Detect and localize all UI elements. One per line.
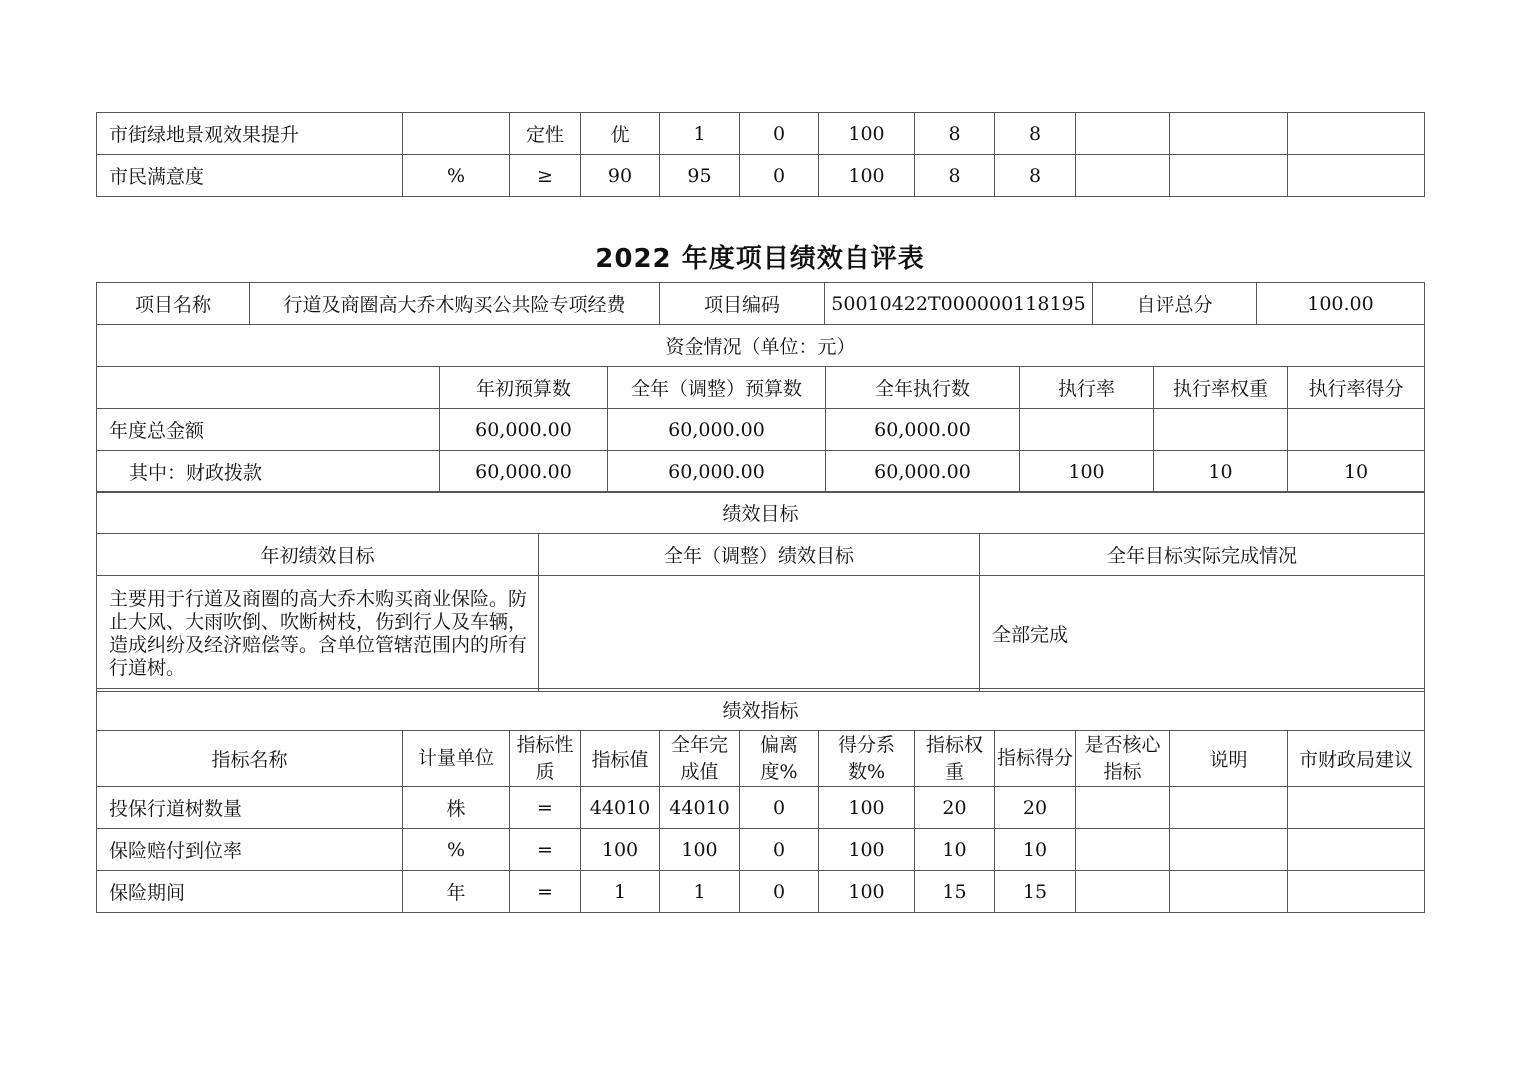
funds-weight [1154, 409, 1288, 451]
objective-completion: 全部完成 [980, 576, 1425, 692]
indicator-coef: 100 [819, 787, 915, 829]
funds-section-row [97, 325, 1425, 367]
objectives-header: 年初绩效目标 [97, 534, 539, 576]
funds-initial: 60,000.00 [440, 409, 608, 451]
indicator-note [1170, 787, 1288, 829]
indicator-name: 保险赔付到位率 [97, 829, 403, 871]
indicator-actual: 1 [660, 113, 740, 155]
indicator-core [1076, 829, 1170, 871]
indicator-coef: 100 [819, 113, 915, 155]
indicator-score: 8 [995, 155, 1076, 197]
indicator-advice [1288, 155, 1425, 197]
project-info-table [96, 282, 1425, 325]
indicator-advice [1288, 829, 1425, 871]
indicator-unit [403, 113, 510, 155]
indicator-actual: 1 [660, 871, 740, 913]
indicator-weight: 20 [915, 787, 995, 829]
indicator-deviation: 0 [740, 871, 819, 913]
indicator-score: 15 [995, 871, 1076, 913]
indicator-core [1076, 787, 1170, 829]
table-row [97, 871, 1425, 913]
indicator-target: 44010 [581, 787, 660, 829]
objectives-section-row [97, 492, 1425, 534]
indicator-target: 优 [581, 113, 660, 155]
indicator-target: 90 [581, 155, 660, 197]
indicator-nature: = [510, 829, 581, 871]
funds-header: 执行率得分 [1288, 367, 1425, 409]
indicator-weight: 8 [915, 113, 995, 155]
indicator-actual: 100 [660, 829, 740, 871]
indicator-advice [1288, 787, 1425, 829]
indicator-header: 偏离度% [740, 731, 819, 787]
funds-header: 全年执行数 [826, 367, 1020, 409]
funds-header: 全年（调整）预算数 [608, 367, 826, 409]
funds-header: 执行率 [1020, 367, 1154, 409]
indicator-unit: % [403, 829, 510, 871]
table-row [97, 409, 1425, 451]
indicator-advice [1288, 871, 1425, 913]
indicator-actual: 44010 [660, 787, 740, 829]
funds-score: 10 [1288, 451, 1425, 493]
indicator-deviation: 0 [740, 113, 819, 155]
indicator-core [1076, 871, 1170, 913]
indicator-header: 全年完成值 [660, 731, 740, 787]
objectives-content-row [97, 576, 1425, 692]
funds-row-label: 其中：财政拨款 [97, 451, 440, 493]
indicator-header: 指标得分 [995, 731, 1076, 787]
indicator-header: 说明 [1170, 731, 1288, 787]
indicator-target: 1 [581, 871, 660, 913]
indicator-note [1170, 113, 1288, 155]
indicator-header: 指标性质 [510, 731, 581, 787]
funds-executed: 60,000.00 [826, 409, 1020, 451]
indicators-section-title: 绩效指标 [97, 689, 1425, 731]
indicator-unit: 株 [403, 787, 510, 829]
objectives-header-row [97, 534, 1425, 576]
previous-indicator-table [96, 112, 1425, 197]
table-row [97, 113, 1425, 155]
indicator-name: 投保行道树数量 [97, 787, 403, 829]
funds-header-row [97, 367, 1425, 409]
indicator-note [1170, 871, 1288, 913]
indicator-weight: 8 [915, 155, 995, 197]
project-code: 50010422T000000118195 [825, 283, 1093, 325]
funds-header: 执行率权重 [1154, 367, 1288, 409]
funds-header: 年初预算数 [440, 367, 608, 409]
indicator-deviation: 0 [740, 829, 819, 871]
indicator-header: 市财政局建议 [1288, 731, 1425, 787]
indicator-note [1170, 155, 1288, 197]
project-code-label: 项目编码 [660, 283, 825, 325]
indicator-actual: 95 [660, 155, 740, 197]
indicators-table [96, 688, 1425, 913]
indicator-nature: ≥ [510, 155, 581, 197]
funds-row-label: 年度总金额 [97, 409, 440, 451]
indicator-coef: 100 [819, 155, 915, 197]
funds-adjusted: 60,000.00 [608, 451, 826, 493]
indicator-unit: 年 [403, 871, 510, 913]
indicator-nature: 定性 [510, 113, 581, 155]
indicator-deviation: 0 [740, 155, 819, 197]
funds-rate: 100 [1020, 451, 1154, 493]
adjusted-objective [539, 576, 980, 692]
project-name: 行道及商圈高大乔木购买公共险专项经费 [250, 283, 660, 325]
indicator-score: 20 [995, 787, 1076, 829]
indicator-weight: 10 [915, 829, 995, 871]
indicator-deviation: 0 [740, 787, 819, 829]
funds-section-title: 资金情况（单位：元） [97, 325, 1425, 367]
objectives-section-title: 绩效目标 [97, 492, 1425, 534]
indicator-core [1076, 113, 1170, 155]
self-score-label: 自评总分 [1093, 283, 1257, 325]
page-title: 2022 年度项目绩效自评表 [595, 244, 925, 274]
indicator-score: 8 [995, 113, 1076, 155]
objectives-table [96, 491, 1425, 692]
funds-score [1288, 409, 1425, 451]
indicator-name: 市街绿地景观效果提升 [97, 113, 403, 155]
funds-table [96, 324, 1425, 493]
table-row [97, 155, 1425, 197]
table-row [97, 829, 1425, 871]
funds-initial: 60,000.00 [440, 451, 608, 493]
table-row [97, 451, 1425, 493]
project-name-label: 项目名称 [97, 283, 250, 325]
indicator-name: 保险期间 [97, 871, 403, 913]
indicator-header: 指标值 [581, 731, 660, 787]
indicator-nature: = [510, 787, 581, 829]
objectives-header: 全年目标实际完成情况 [980, 534, 1425, 576]
indicator-core [1076, 155, 1170, 197]
indicator-header: 是否核心指标 [1076, 731, 1170, 787]
indicator-target: 100 [581, 829, 660, 871]
indicator-nature: = [510, 871, 581, 913]
funds-header-blank [97, 367, 440, 409]
indicator-name: 市民满意度 [97, 155, 403, 197]
indicator-header: 得分系数% [819, 731, 915, 787]
indicator-coef: 100 [819, 871, 915, 913]
indicator-score: 10 [995, 829, 1076, 871]
project-row [97, 283, 1425, 325]
self-score: 100.00 [1257, 283, 1425, 325]
indicator-weight: 15 [915, 871, 995, 913]
indicator-unit: % [403, 155, 510, 197]
funds-rate [1020, 409, 1154, 451]
initial-objective: 主要用于行道及商圈的高大乔木购买商业保险。防止大风、大雨吹倒、吹断树枝，伤到行人及车辆，造成纠纷及经济赔偿等。含单位管辖范围内的所有行道树。 [97, 576, 539, 692]
objectives-header: 全年（调整）绩效目标 [539, 534, 980, 576]
indicator-header: 计量单位 [403, 731, 510, 787]
indicator-coef: 100 [819, 829, 915, 871]
indicator-header: 指标权重 [915, 731, 995, 787]
indicator-advice [1288, 113, 1425, 155]
funds-adjusted: 60,000.00 [608, 409, 826, 451]
indicator-header: 指标名称 [97, 731, 403, 787]
funds-executed: 60,000.00 [826, 451, 1020, 493]
indicators-section-row [97, 689, 1425, 731]
funds-weight: 10 [1154, 451, 1288, 493]
table-row [97, 787, 1425, 829]
indicator-note [1170, 829, 1288, 871]
indicators-header-row [97, 731, 1425, 787]
